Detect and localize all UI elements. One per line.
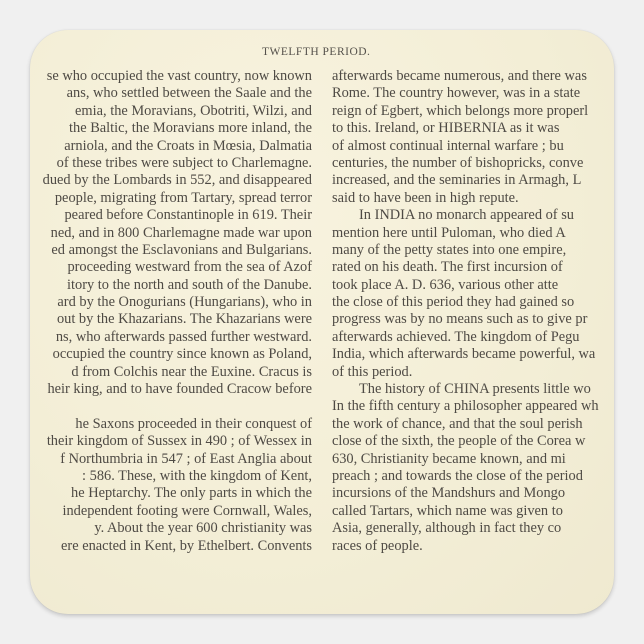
text-line: 630, Christianity became known, and mi [332, 450, 566, 467]
text-line: progress was by no means such as to give pr [332, 311, 588, 328]
text-line: d from Colchis near the Euxine. Cracus is [71, 363, 312, 380]
text-line: of this period. [332, 363, 413, 380]
text-line: ns, who afterwards passed further westward. [55, 328, 312, 345]
text-line: f Northumbria in 547 ; of East Anglia about [60, 450, 312, 467]
text-line: out by the Khazarians. The Khazarians were [56, 311, 312, 328]
blank-line [30, 398, 312, 415]
text-line: ard by the Onogurians (Hungarians), who in [57, 294, 312, 311]
text-line: races of people. [332, 537, 423, 554]
running-head: TWELFTH PERIOD. [262, 46, 371, 58]
text-line: took place A. D. 636, various other atte [332, 276, 559, 293]
text-line: centuries, the number of bishopricks, conve [332, 154, 584, 171]
text-line: ere enacted in Kent, by Ethelbert. Convents [61, 537, 312, 554]
text-line: Rome. The country however, was in a state [332, 85, 581, 102]
text-line: afterwards became numerous, and there was [332, 68, 587, 84]
square-sticker [30, 30, 614, 614]
text-line: In the fifth century a philosopher appeared wh [332, 398, 599, 415]
text-line: heir king, and to have founded Cracow before [47, 381, 312, 398]
text-line: emia, the Moravians, Obotriti, Wilzi, and [75, 102, 312, 119]
text-line: the work of chance, and that the soul perish [332, 415, 583, 432]
text-line: reign of Egbert, which belongs more properl [332, 102, 589, 119]
text-line: se who occupied the vast country, now known [46, 68, 312, 84]
text-line: rated on his death. The first incursion of [332, 259, 563, 276]
text-line: the Baltic, the Moravians more inland, the [69, 120, 312, 137]
text-line: occupied the country since known as Poland, [52, 346, 312, 363]
text-line: ans, who settled between the Saale and the [66, 85, 312, 102]
text-line: arniola, and the Croats in Mœsia, Dalmatia [64, 137, 312, 154]
text-line: : 586. These, with the kingdom of Kent, [82, 467, 312, 484]
text-line: itory to the north and south of the Danube. [67, 276, 312, 293]
text-line: many of the petty states into one empire, [332, 241, 567, 258]
text-line: mention here until Puloman, who died A [332, 224, 566, 241]
paragraph-start-china: The history of CHINA presents little wo [359, 381, 591, 398]
text-line: he Heptarchy. The only parts in which the [71, 485, 312, 502]
text-line: increased, and the seminaries in Armagh, L [332, 172, 582, 189]
text-line: to this. Ireland, or HIBERNIA as it was [332, 120, 560, 137]
text-line: their kingdom of Sussex in 490 ; of Wessex in [46, 433, 312, 450]
text-line: proceeding westward from the sea of Azof [67, 259, 312, 276]
text-line: the close of this period they had gained so [332, 294, 575, 311]
left-text-column [30, 68, 312, 555]
text-line: he Saxons proceeded in their conquest of [75, 415, 312, 432]
text-line: independent footing were Cornwall, Wales, [62, 502, 312, 519]
text-line: Asia, generally, although in fact they co [332, 520, 562, 537]
text-line: ed amongst the Esclavonians and Bulgarians. [51, 241, 312, 258]
text-line: peared before Constantinople in 619. Their [64, 207, 312, 224]
text-line: incursions of the Mandshurs and Mongo [332, 485, 566, 502]
text-line: preach ; and towards the close of the period [332, 467, 583, 484]
text-line: India, which afterwards became powerful, wa [332, 346, 596, 363]
text-line: of almost continual internal warfare ; bu [332, 137, 564, 154]
right-text-column [332, 68, 614, 555]
text-line: of these tribes were subject to Charlemagne. [56, 154, 312, 171]
text-line: afterwards achieved. The kingdom of Pegu [332, 328, 580, 345]
text-line: people, migrating from Tartary, spread terror [54, 189, 312, 206]
text-line: dued by the Lombards in 552, and disappeared [42, 172, 312, 189]
text-line: called Tartars, which name was given to [332, 502, 563, 519]
text-line: close of the sixth, the people of the Corea w [332, 433, 586, 450]
text-line: y. About the year 600 christianity was [94, 520, 312, 537]
paragraph-start-india: In INDIA no monarch appeared of su [359, 207, 574, 224]
book-page [30, 30, 614, 614]
text-line: ned, and in 800 Charlemagne made war upon [50, 224, 312, 241]
text-line: said to have been in high repute. [332, 189, 519, 206]
